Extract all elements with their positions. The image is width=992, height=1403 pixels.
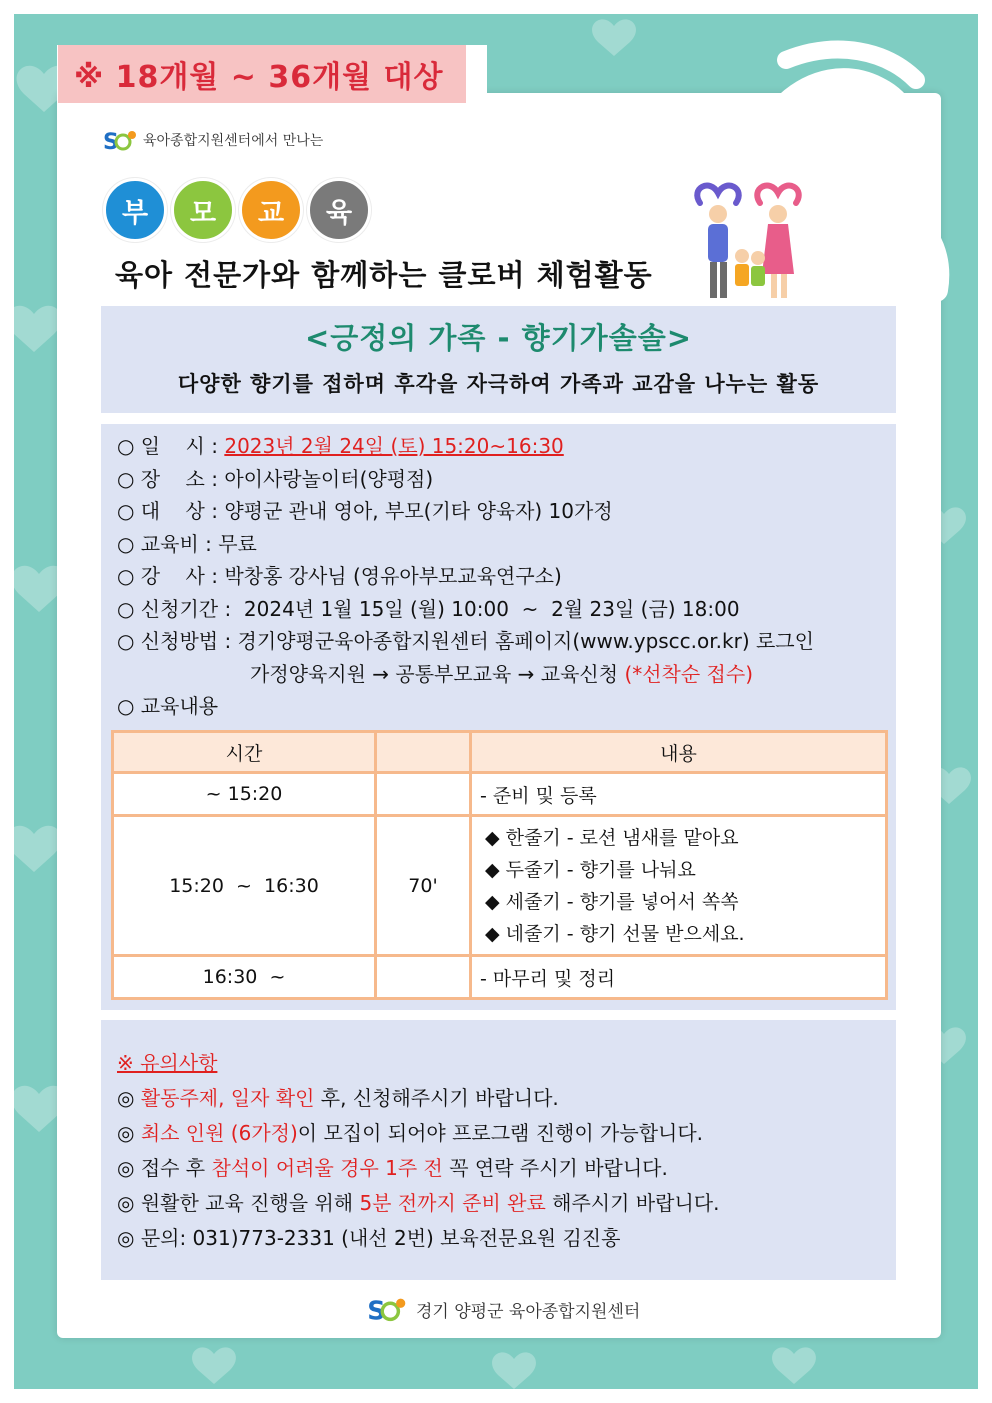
note-item xyxy=(117,1116,719,1151)
info-fee: ○ 교육비 : 무료 xyxy=(117,531,257,556)
note-text: 해주시기 바랍니다. xyxy=(545,1191,720,1215)
note-text: 후, 신청해주시기 바랍니다. xyxy=(314,1086,559,1110)
table-row xyxy=(113,773,887,816)
program-summary-panel xyxy=(101,306,896,413)
program-char-2: 모 xyxy=(171,178,235,242)
note-item xyxy=(117,1081,719,1116)
headline: 육아 전문가와 함께하는 클로버 체험활동 xyxy=(115,258,653,292)
row-content: - 마무리 및 정리 xyxy=(471,956,887,999)
row-duration xyxy=(376,773,471,816)
row-content xyxy=(471,816,887,956)
row-content: - 준비 및 등록 xyxy=(471,773,887,816)
note-highlight: 참석이 어려울 경우 1주 전 xyxy=(211,1156,443,1180)
center-logo-icon xyxy=(103,127,139,153)
info-date-value: 2023년 2월 24일 (토) 15:20~16:30 xyxy=(224,434,564,458)
info-place: ○ 장 소 : 아이사랑놀이터(양평점) xyxy=(117,466,434,491)
info-method-path-text: 가정양육지원 → 공통부모교육 → 교육신청 xyxy=(250,661,625,686)
program-info-panel xyxy=(101,424,896,1010)
activity-step: ◆ 세줄기 - 향기를 넣어서 쏙쏙 xyxy=(485,890,739,913)
program-char-1: 부 xyxy=(103,178,167,242)
family-illustration xyxy=(690,178,810,303)
info-date xyxy=(117,430,814,463)
activity-step: ◆ 네줄기 - 향기 선물 받으세요. xyxy=(485,922,745,945)
program-description: 다양한 향기를 접하며 후각을 자극하여 가족과 교감을 나누는 활동 xyxy=(177,372,820,396)
schedule-table xyxy=(111,730,888,1000)
note-bullet: ◎ xyxy=(117,1086,141,1110)
program-char-4: 육 xyxy=(307,178,371,242)
info-list xyxy=(117,430,814,723)
info-date-label: ○ 일 시 : xyxy=(117,434,225,458)
row-time: ~ 15:20 xyxy=(113,773,376,816)
center-logo xyxy=(103,127,323,153)
schedule-header-content: 내용 xyxy=(471,732,887,773)
info-method: ○ 신청방법 : 경기양평군육아종합지원센터 홈페이지(www.ypscc.or.kr) 로그인 xyxy=(117,629,814,653)
note-bullet: ◎ xyxy=(117,1121,141,1145)
program-subtitle: <긍정의 가족 - 향기가솔솔> xyxy=(304,321,693,355)
note-text: 접수 후 xyxy=(140,1156,212,1180)
footer xyxy=(366,1294,640,1324)
note-text: 꼭 연락 주시기 바랍니다. xyxy=(442,1156,668,1180)
program-title-circles xyxy=(103,178,371,242)
note-item xyxy=(117,1186,719,1221)
schedule-header-time: 시간 xyxy=(113,732,376,773)
svg-text:S: S xyxy=(103,130,119,153)
note-highlight: 5분 전까지 준비 완료 xyxy=(359,1191,546,1215)
notes-panel xyxy=(101,1020,896,1280)
activity-step: ◆ 한줄기 - 로션 냄새를 맡아요 xyxy=(485,826,739,849)
notes-list xyxy=(117,1046,719,1256)
note-text: 이 모집이 되어야 프로그램 진행이 가능합니다. xyxy=(297,1121,704,1145)
note-bullet: ◎ xyxy=(117,1156,141,1180)
note-highlight: 최소 인원 (6가정) xyxy=(140,1121,298,1145)
footer-organization: 경기 양평군 육아종합지원센터 xyxy=(416,1301,641,1322)
info-lecturer: ○ 강 사 : 박창홍 강사님 (영유아부모교육연구소) xyxy=(117,564,562,588)
info-method-note: (*선착순 접수) xyxy=(624,661,754,686)
info-target: ○ 대 상 : 양평군 관내 영아, 부모(기타 양육자) 10가정 xyxy=(117,499,613,523)
contact-info: 문의: 031)773-2331 (내선 2번) 보육전문요원 김진홍 xyxy=(140,1226,621,1250)
schedule-header-row xyxy=(113,732,887,773)
info-period: ○ 신청기간 : 2024년 1월 15일 (월) 10:00 ~ 2월 23일 (금) 18:00 xyxy=(117,596,740,621)
note-bullet: ◎ xyxy=(117,1191,141,1215)
row-time: 15:20 ~ 16:30 xyxy=(113,816,376,956)
note-highlight: 활동주제, 일자 확인 xyxy=(140,1086,315,1110)
program-char-3: 교 xyxy=(239,178,303,242)
note-item xyxy=(117,1151,719,1186)
row-duration xyxy=(376,956,471,999)
note-item xyxy=(117,1221,719,1256)
target-age-badge: ※ 18개월 ~ 36개월 대상 xyxy=(58,45,466,103)
center-logo-icon xyxy=(366,1294,410,1324)
schedule-header-spacer xyxy=(376,732,471,773)
notes-heading: ※ 유의사항 xyxy=(117,1051,218,1075)
info-content-label: ○ 교육내용 xyxy=(117,694,219,718)
table-row xyxy=(113,816,887,956)
svg-text:S: S xyxy=(367,1295,386,1324)
logo-subtitle: 육아종합지원센터에서 만나는 xyxy=(143,133,324,149)
activity-step: ◆ 두줄기 - 향기를 나눠요 xyxy=(485,858,696,881)
table-row xyxy=(113,956,887,999)
info-method-path xyxy=(117,658,814,691)
row-duration: 70' xyxy=(376,816,471,956)
note-text: 원활한 교육 진행을 위해 xyxy=(140,1191,360,1215)
row-time: 16:30 ~ xyxy=(113,956,376,999)
note-bullet: ◎ xyxy=(117,1226,141,1250)
